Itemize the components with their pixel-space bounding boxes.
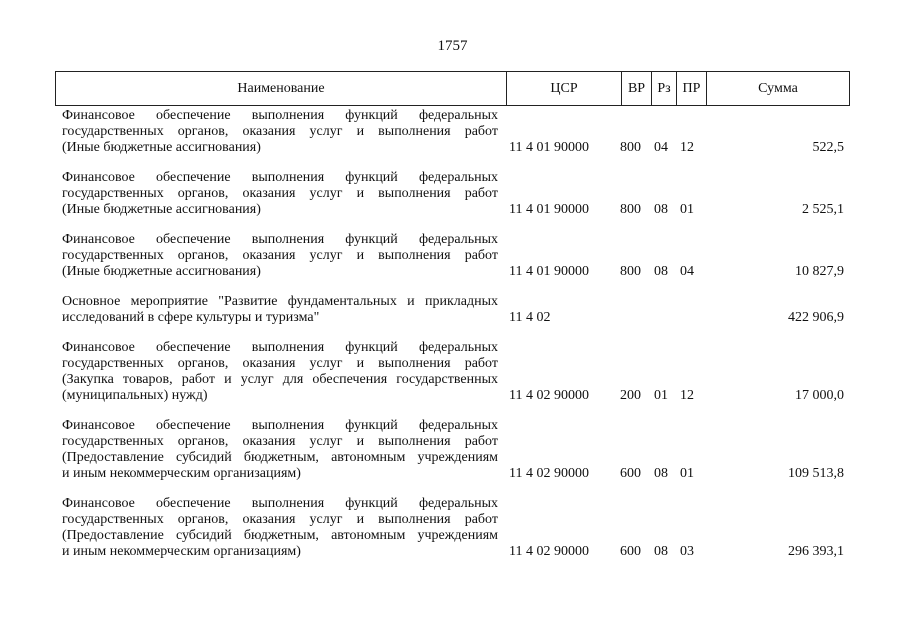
description-line: государственных органов, оказания услуг и выполнения работ <box>62 186 498 201</box>
description-line: Финансовое обеспечение выполнения функций федеральных <box>62 496 498 511</box>
vr-code: 200 <box>620 388 641 403</box>
pr-code: 01 <box>680 202 694 217</box>
pr-code: 03 <box>680 544 694 559</box>
pr-code: 04 <box>680 264 694 279</box>
description-line: и иным некоммерческим организациям) <box>62 466 301 481</box>
rz-code: 01 <box>654 388 668 403</box>
vr-code: 800 <box>620 264 641 279</box>
table-row <box>0 232 905 294</box>
description-line: государственных органов, оказания услуг и выполнения работ <box>62 248 498 263</box>
csr-code: 11 4 02 <box>509 310 551 325</box>
table-row <box>0 340 905 418</box>
sum-value: 522,5 <box>812 140 844 155</box>
csr-code: 11 4 01 90000 <box>509 202 589 217</box>
description-line: (Иные бюджетные ассигнования) <box>62 140 261 155</box>
rz-code: 08 <box>654 264 668 279</box>
description-line: государственных органов, оказания услуг и выполнения работ <box>62 356 498 371</box>
vr-code: 600 <box>620 466 641 481</box>
sum-value: 109 513,8 <box>788 466 844 481</box>
vr-code: 600 <box>620 544 641 559</box>
row-codes <box>0 140 905 156</box>
csr-code: 11 4 02 90000 <box>509 466 589 481</box>
rz-code: 08 <box>654 544 668 559</box>
description-line: (Предоставление субсидий бюджетным, автономным учреждениям <box>62 528 498 543</box>
sum-value: 422 906,9 <box>788 310 844 325</box>
column-header-sum: Сумма <box>706 72 849 105</box>
description-line: Финансовое обеспечение выполнения функций федеральных <box>62 340 498 355</box>
description-line: Финансовое обеспечение выполнения функций федеральных <box>62 170 498 185</box>
description-line: Финансовое обеспечение выполнения функций федеральных <box>62 232 498 247</box>
row-codes <box>0 264 905 280</box>
row-codes <box>0 202 905 218</box>
description-line: Основное мероприятие "Развитие фундаментальных и прикладных <box>62 294 498 309</box>
pr-code: 12 <box>680 388 694 403</box>
description-line: Финансовое обеспечение выполнения функций федеральных <box>62 418 498 433</box>
sum-value: 2 525,1 <box>802 202 844 217</box>
csr-code: 11 4 01 90000 <box>509 140 589 155</box>
description-line: государственных органов, оказания услуг и выполнения работ <box>62 434 498 449</box>
table-header <box>55 71 850 106</box>
description-line: (Иные бюджетные ассигнования) <box>62 264 261 279</box>
table-row <box>0 294 905 340</box>
column-header-name: Наименование <box>237 81 325 96</box>
row-codes <box>0 388 905 404</box>
description-line: (Закупка товаров, работ и услуг для обеспечения государственных <box>62 372 498 387</box>
row-codes <box>0 466 905 482</box>
column-header-pr: ПР <box>676 72 706 105</box>
pr-code: 12 <box>680 140 694 155</box>
csr-code: 11 4 02 90000 <box>509 544 589 559</box>
description-line: (муниципальных) нужд) <box>62 388 208 403</box>
rz-code: 08 <box>654 202 668 217</box>
sum-value: 10 827,9 <box>795 264 844 279</box>
description-line: исследований в сфере культуры и туризма" <box>62 310 320 325</box>
row-codes <box>0 544 905 560</box>
description-line: и иным некоммерческим организациям) <box>62 544 301 559</box>
description-line: государственных органов, оказания услуг и выполнения работ <box>62 124 498 139</box>
vr-code: 800 <box>620 140 641 155</box>
table-row <box>0 418 905 496</box>
table-row <box>0 496 905 574</box>
description-line: (Иные бюджетные ассигнования) <box>62 202 261 217</box>
description-line: государственных органов, оказания услуг и выполнения работ <box>62 512 498 527</box>
table-row <box>0 170 905 232</box>
description-line: (Предоставление субсидий бюджетным, автономным учреждениям <box>62 450 498 465</box>
pr-code: 01 <box>680 466 694 481</box>
csr-code: 11 4 01 90000 <box>509 264 589 279</box>
column-header-csr: ЦСР <box>506 72 621 105</box>
rz-code: 04 <box>654 140 668 155</box>
rz-code: 08 <box>654 466 668 481</box>
row-codes <box>0 310 905 326</box>
table-body <box>0 108 905 574</box>
sum-value: 296 393,1 <box>788 544 844 559</box>
sum-value: 17 000,0 <box>795 388 844 403</box>
page-number: 1757 <box>437 38 468 54</box>
column-header-rz: Рз <box>651 72 676 105</box>
vr-code: 800 <box>620 202 641 217</box>
column-header-vr: ВР <box>621 72 651 105</box>
description-line: Финансовое обеспечение выполнения функций федеральных <box>62 108 498 123</box>
csr-code: 11 4 02 90000 <box>509 388 589 403</box>
table-row <box>0 108 905 170</box>
